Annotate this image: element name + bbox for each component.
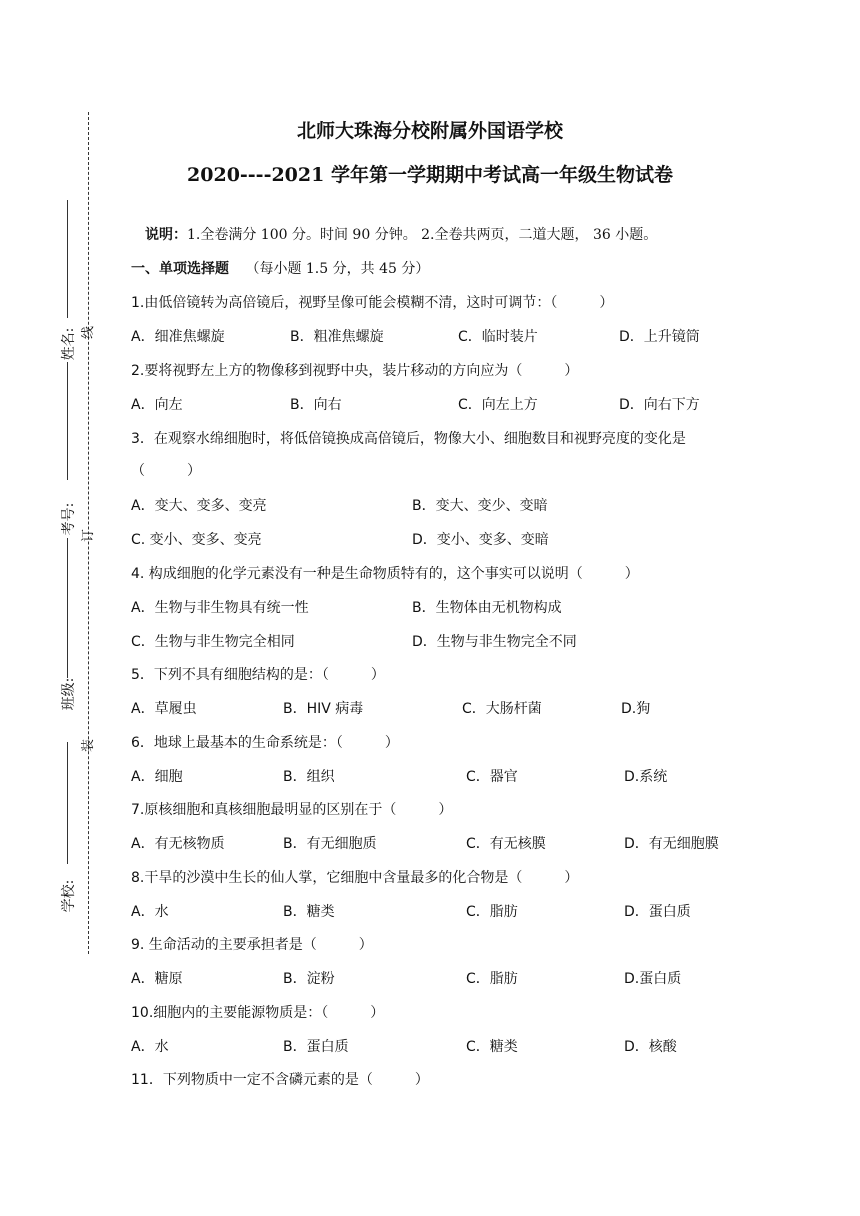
question-7-option-d: D．有无细胞膜 (624, 836, 719, 852)
question-1-option-c: C．临时装片 (458, 329, 538, 345)
question-6: 6．地球上最基本的生命系统是：（ ） (131, 735, 399, 751)
question-7-option-a: A．有无核物质 (131, 836, 225, 852)
school-label: 学校: (61, 879, 77, 913)
section-detail: （每小题 1.5 分，共 45 分） (245, 261, 430, 277)
question-6-option-c: C．器官 (466, 769, 518, 785)
exam-title: 2020----2021 学年第一学期期中考试高一年级生物试卷 (187, 164, 673, 186)
question-8-option-c: C．脂肪 (466, 904, 518, 920)
question-6-option-d: D.系统 (624, 769, 668, 785)
question-4-option-c: C．生物与非生物完全相同 (131, 634, 295, 650)
question-10-option-c: C．糖类 (466, 1039, 518, 1055)
id-label: 考号: (61, 502, 77, 536)
question-8-option-d: D．蛋白质 (624, 904, 691, 920)
school-title: 北师大珠海分校附属外国语学校 (296, 120, 563, 142)
question-8: 8.干旱的沙漠中生长的仙人掌，它细胞中含量最多的化合物是（ ） (131, 870, 579, 886)
question-4-option-a: A．生物与非生物具有统一性 (131, 600, 309, 616)
id-field-line (67, 362, 68, 480)
question-2-option-b: B．向右 (290, 397, 342, 413)
section-heading (131, 258, 429, 278)
question-2-option-a: A．向左 (131, 397, 183, 413)
question-7: 7.原核细胞和真核细胞最明显的区别在于（ ） (131, 802, 453, 818)
question-8-option-a: A．水 (131, 904, 169, 920)
question-5-option-d: D.狗 (621, 701, 651, 717)
question-4-option-b: B．生物体由无机物构成 (412, 600, 562, 616)
question-9-option-c: C．脂肪 (466, 971, 518, 987)
question-10-option-b: B．蛋白质 (283, 1039, 349, 1055)
question-5-option-b: B．HIV 病毒 (283, 701, 364, 717)
question-4-option-d: D．生物与非生物完全不同 (412, 634, 577, 650)
question-7-option-c: C．有无核膜 (466, 836, 546, 852)
school-field-line (67, 742, 68, 864)
question-1: 1.由低倍镜转为高倍镜后，视野呈像可能会模糊不清，这时可调节：（ ） (131, 295, 614, 311)
question-8-option-b: B．糖类 (283, 904, 335, 920)
question-6-option-a: A．细胞 (131, 769, 183, 785)
question-4: 4. 构成细胞的化学元素没有一种是生命物质特有的，这个事实可以说明（ ） (131, 566, 639, 582)
question-2-option-d: D．向右下方 (619, 397, 700, 413)
question-10-option-a: A．水 (131, 1039, 169, 1055)
question-3-option-d: D．变小、变多、变暗 (412, 532, 549, 548)
question-9-option-b: B．淀粉 (283, 971, 335, 987)
instructions-label: 说明： (145, 227, 187, 243)
section-title: 一、单项选择题 (131, 261, 229, 277)
question-3-option-c: C. 变小、变多、变亮 (131, 532, 262, 548)
question-7-option-b: B．有无细胞质 (283, 836, 377, 852)
question-3-blank: （ ） (131, 463, 201, 479)
question-1-option-d: D．上升镜筒 (619, 329, 700, 345)
question-9-option-a: A．糖原 (131, 971, 183, 987)
question-10-option-d: D．核酸 (624, 1039, 677, 1055)
class-label: 班级: (61, 677, 77, 711)
question-5-option-c: C．大肠杆菌 (462, 701, 542, 717)
seal-ding: 订 (81, 528, 97, 543)
question-5: 5．下列不具有细胞结构的是：（ ） (131, 667, 385, 683)
question-9-option-d: D.蛋白质 (624, 971, 682, 987)
question-3-option-a: A．变大、变多、变亮 (131, 498, 267, 514)
name-field-line (67, 200, 68, 318)
name-label: 姓名: (61, 327, 77, 361)
question-5-option-a: A．草履虫 (131, 701, 197, 717)
question-3: 3．在观察水绵细胞时，将低倍镜换成高倍镜后，物像大小、细胞数目和视野亮度的变化是 (131, 431, 686, 447)
question-6-option-b: B．组织 (283, 769, 335, 785)
class-field-line (67, 538, 68, 678)
seal-zhuang: 装 (81, 738, 97, 753)
question-11: 11．下列物质中一定不含磷元素的是（ ） (131, 1072, 429, 1088)
seal-xian: 线 (81, 325, 97, 340)
question-1-option-b: B．粗准焦螺旋 (290, 329, 384, 345)
exam-instructions (145, 224, 657, 244)
question-1-option-a: A．细准焦螺旋 (131, 329, 225, 345)
question-10: 10.细胞内的主要能源物质是：（ ） (131, 1005, 385, 1021)
instructions-text: 1.全卷满分 100 分。时间 90 分钟。 2.全卷共两页，二道大题， 36 小题。 (187, 227, 658, 243)
question-3-option-b: B．变大、变少、变暗 (412, 498, 548, 514)
question-2-option-c: C．向左上方 (458, 397, 538, 413)
question-2: 2.要将视野左上方的物像移到视野中央，装片移动的方向应为（ ） (131, 363, 579, 379)
question-9: 9. 生命活动的主要承担者是（ ） (131, 937, 373, 953)
